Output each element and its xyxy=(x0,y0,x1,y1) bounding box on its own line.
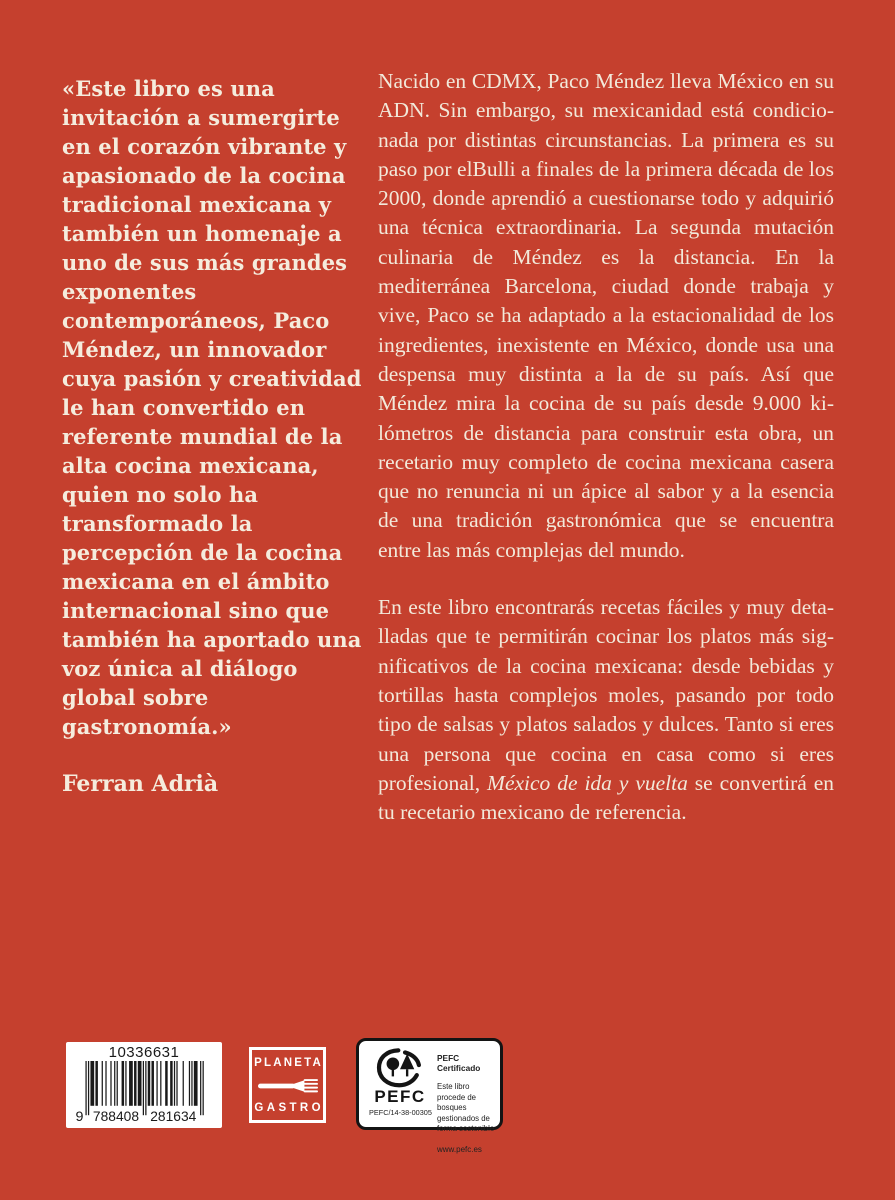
pefc-website: www.pefc.es xyxy=(437,1144,482,1154)
pefc-brand-text: PEFC xyxy=(374,1087,426,1106)
description-paragraph-1: Nacido en CDMX, Paco Méndez lleva México en su ADN. Sin embargo, su mexicanidad está condicionada por distintas circunstancias. La primera es su paso por elBulli a finales de la primera década de los 2000, donde aprendió a cuestionarse todo y adquirió una técnica extraordinaria. La segunda mutación culinaria de Méndez es la distancia. En la mediterránea Barcelona, ciudad donde trabaja y vive, Paco se ha adaptado a la estacionalidad de los ingredientes, inexistente en México, donde usa una despensa muy distinta a la de su país. Así que Méndez mira la cocina de su país desde 9.000 kilómetros de distancia para construir esta obra, un recetario muy completo de cocina mexicana casera que no renuncia ni un ápice al sabor y a la esencia de una tradición gastronómica que se encuentra entre las más complejas del mundo. xyxy=(378,69,834,562)
book-title-italic: México de ida y vuelta xyxy=(487,770,688,795)
description-paragraph-2-tail: se convertirá en tu recetario mexicano de referencia. xyxy=(378,770,834,825)
description-column xyxy=(378,67,834,855)
pefc-claim: Este libro procede de bosques gestionados de forma sostenible xyxy=(437,1082,495,1133)
publisher-name-line2: GASTRO xyxy=(254,1102,324,1114)
pefc-logo-block xyxy=(369,1047,431,1117)
planeta-gastro-logo xyxy=(243,1041,332,1129)
barcode-sku-number: 10336631 xyxy=(108,1044,180,1061)
pefc-certification-label xyxy=(356,1038,503,1154)
ean-lead-digit: 9 xyxy=(75,1108,84,1125)
barcode-sticker xyxy=(66,1042,222,1128)
fork-icon xyxy=(258,1077,318,1095)
endorsement-quote-column xyxy=(62,74,374,797)
ean-digit-group-2: 281634 xyxy=(150,1108,197,1125)
pefc-trees-icon xyxy=(373,1047,427,1089)
pefc-heading: PEFC Certificado xyxy=(437,1053,481,1073)
endorsement-quote: «Este libro es una invitación a sumergirte en el corazón vibrante y apasionado de la cocina tradicional mexicana y también un homenaje a uno de sus más grandes exponentes contemporáneos, Paco Méndez, un innovador cuya pasión y creatividad le han convertido en referente mundial de la alta cocina mexicana, quien no solo ha transformado la percepción de la cocina mexicana en el ámbito internacional sino que también ha aportado una voz única al diálogo global sobre gastronomía.» xyxy=(62,76,362,739)
ean-barcode-icon xyxy=(73,1061,215,1127)
pefc-text-block xyxy=(437,1053,499,1154)
description-paragraph-2 xyxy=(378,593,834,827)
quote-attribution: Ferran Adrià xyxy=(62,771,219,797)
ean-digit-group-1: 788408 xyxy=(92,1108,140,1125)
description-paragraph-2-text: En este libro encontrarás recetas fáciles y muy detalladas que te permitirán cocinar los platos más significativos de la cocina mexicana: desde bebidas y tortillas hasta complejos moles, pasando por todo tipo de salsas y platos salados y dulces. Tanto si eres una persona que cocina en casa como si eres profesional, xyxy=(378,595,834,795)
publisher-name-line1: PLANETA xyxy=(254,1057,324,1069)
pefc-license-code: PEFC/14-38-00305 xyxy=(369,1108,432,1117)
planeta-logo-frame xyxy=(249,1047,326,1123)
